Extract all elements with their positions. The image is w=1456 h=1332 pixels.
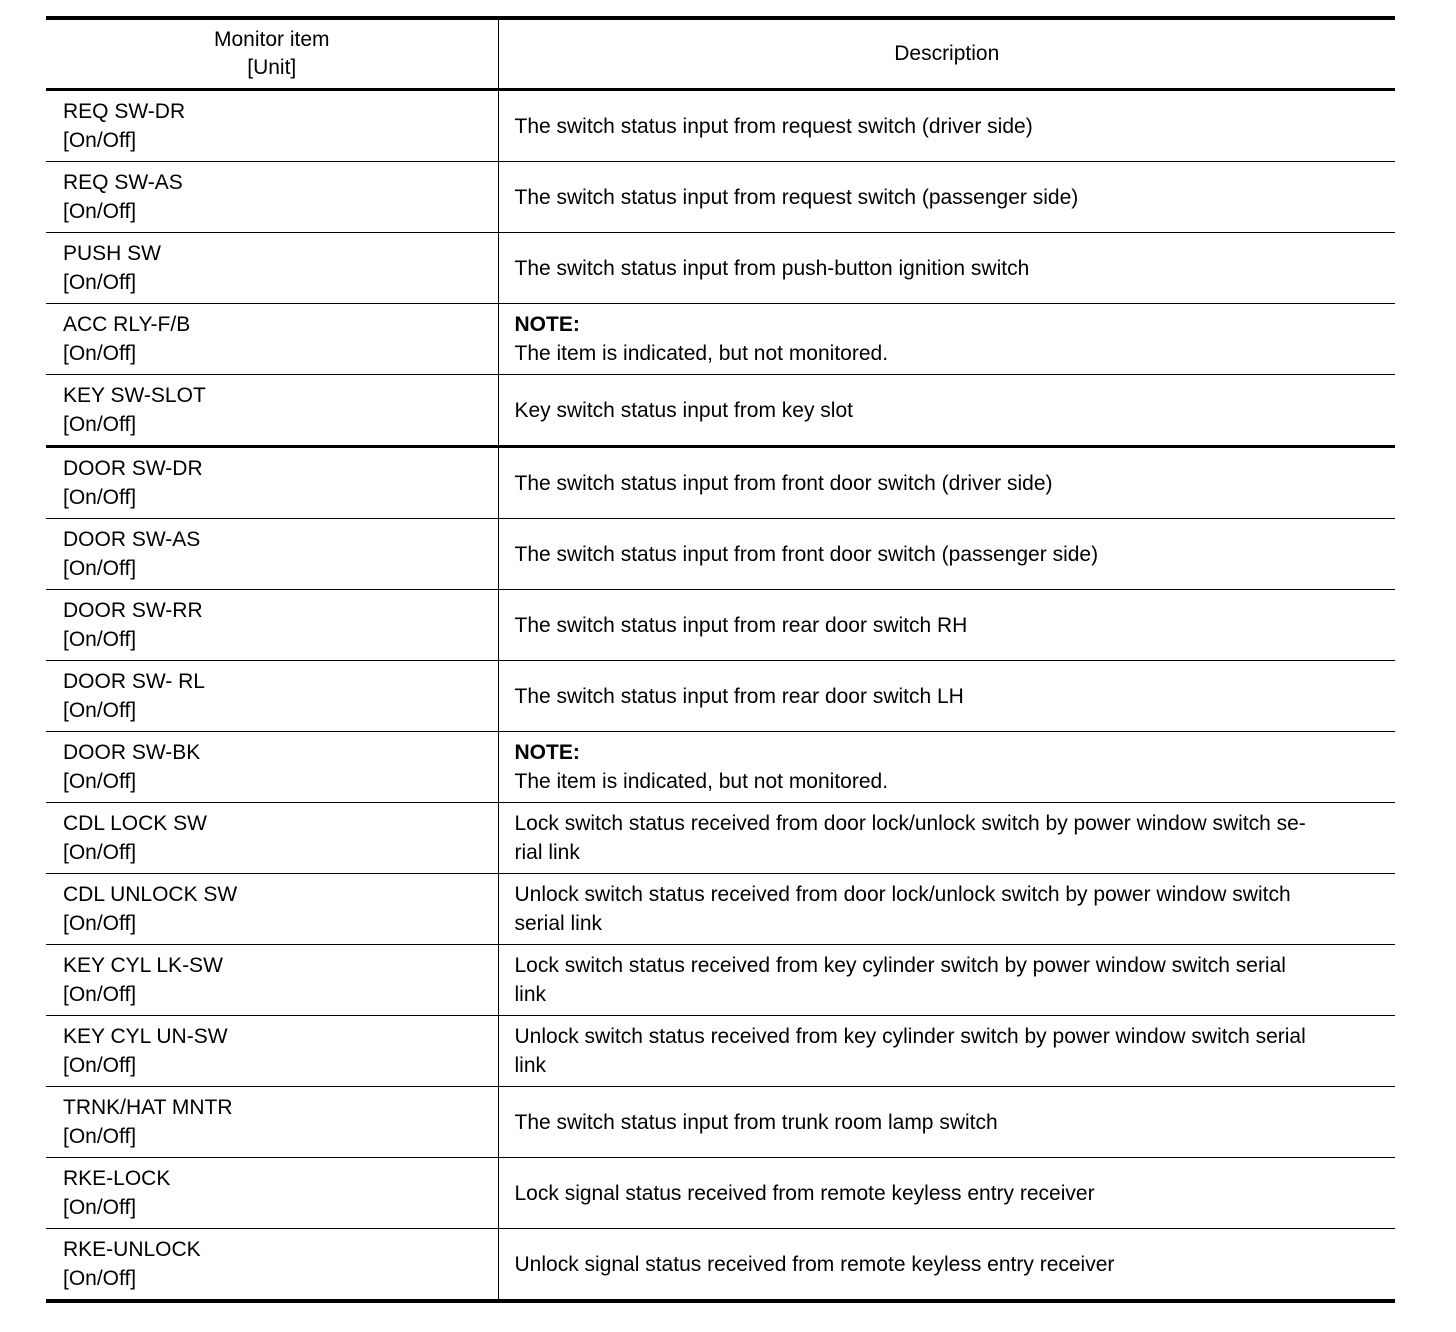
table-body	[46, 90, 1395, 1302]
monitor-item-name: DOOR SW-DR	[63, 457, 203, 480]
table-header-row	[46, 18, 1395, 90]
table-row	[46, 1087, 1395, 1158]
monitor-item-name: ACC RLY-F/B	[63, 313, 191, 336]
description-line: Unlock switch status received from door lock/unlock switch by power window switch	[514, 883, 1291, 906]
monitor-item-name: DOOR SW-BK	[63, 741, 201, 764]
monitor-item-unit: [On/Off]	[63, 200, 137, 223]
table-row	[46, 1016, 1395, 1087]
monitor-item-cell	[46, 732, 498, 803]
unit-header-label: [Unit]	[247, 56, 297, 79]
description-line: Lock switch status received from key cylinder switch by power window switch serial	[514, 954, 1286, 977]
monitor-item-unit: [On/Off]	[63, 129, 137, 152]
table-row	[46, 874, 1395, 945]
monitor-item-name: REQ SW-AS	[63, 171, 183, 194]
description-cell	[498, 304, 1395, 375]
description-line: rial link	[514, 841, 580, 864]
table-row	[46, 375, 1395, 447]
description-line: serial link	[514, 912, 603, 935]
table-row	[46, 519, 1395, 590]
monitor-item-unit: [On/Off]	[63, 1196, 137, 1219]
monitor-item-unit: [On/Off]	[63, 770, 137, 793]
table-row	[46, 304, 1395, 375]
description-cell	[498, 1016, 1395, 1087]
description-cell	[498, 1229, 1395, 1302]
description-cell	[498, 874, 1395, 945]
note-text: The item is indicated, but not monitored.	[514, 342, 889, 365]
table-row	[46, 233, 1395, 304]
monitor-item-cell	[46, 1016, 498, 1087]
table-row	[46, 590, 1395, 661]
monitor-item-cell	[46, 162, 498, 233]
description-cell	[498, 162, 1395, 233]
description-text: Lock signal status received from remote keyless entry receiver	[514, 1181, 1095, 1205]
monitor-item-name: RKE-LOCK	[63, 1167, 171, 1190]
monitor-item-name: CDL UNLOCK SW	[63, 883, 238, 906]
note-text: The item is indicated, but not monitored.	[514, 770, 889, 793]
description-line: Lock switch status received from door lock/unlock switch by power window switch se-	[514, 812, 1306, 835]
description-line: link	[514, 983, 547, 1006]
description-cell	[498, 90, 1395, 162]
description-cell	[498, 945, 1395, 1016]
note-label: NOTE:	[514, 741, 580, 764]
table-row	[46, 447, 1395, 519]
monitor-item-unit: [On/Off]	[63, 486, 137, 509]
monitor-item-unit: [On/Off]	[63, 628, 137, 651]
description-line: link	[514, 1054, 547, 1077]
monitor-item-unit: [On/Off]	[63, 841, 137, 864]
monitor-item-unit: [On/Off]	[63, 342, 137, 365]
table-row	[46, 661, 1395, 732]
table-row	[46, 162, 1395, 233]
description-cell	[498, 803, 1395, 874]
monitor-item-name: CDL LOCK SW	[63, 812, 207, 835]
description-cell	[498, 447, 1395, 519]
description-line: Unlock switch status received from key cylinder switch by power window switch serial	[514, 1025, 1306, 1048]
monitor-item-cell	[46, 375, 498, 447]
monitor-item-cell	[46, 590, 498, 661]
description-cell	[498, 233, 1395, 304]
monitor-item-cell	[46, 1158, 498, 1229]
table-row	[46, 803, 1395, 874]
monitor-item-cell	[46, 447, 498, 519]
monitor-item-unit: [On/Off]	[63, 699, 137, 722]
table-row	[46, 1229, 1395, 1302]
monitor-item-unit: [On/Off]	[63, 1267, 137, 1290]
description-text: The switch status input from trunk room lamp switch	[514, 1110, 998, 1134]
table-row	[46, 732, 1395, 803]
description-text: The switch status input from request switch (passenger side)	[514, 185, 1079, 209]
monitor-item-cell	[46, 661, 498, 732]
description-cell	[498, 1158, 1395, 1229]
monitor-item-name: DOOR SW- RL	[63, 670, 205, 693]
monitor-item-table	[46, 16, 1395, 1303]
description-cell	[498, 375, 1395, 447]
monitor-item-cell	[46, 874, 498, 945]
monitor-item-name: PUSH SW	[63, 242, 162, 265]
description-cell	[498, 590, 1395, 661]
monitor-item-header-label: Monitor item	[213, 28, 330, 51]
monitor-item-unit: [On/Off]	[63, 557, 137, 580]
monitor-item-name: DOOR SW-AS	[63, 528, 201, 551]
monitor-item-unit: [On/Off]	[63, 983, 137, 1006]
monitor-item-name: REQ SW-DR	[63, 100, 186, 123]
description-cell	[498, 519, 1395, 590]
description-text: The switch status input from front door switch (driver side)	[514, 471, 1053, 495]
monitor-item-name: KEY SW-SLOT	[63, 384, 206, 407]
table-row	[46, 945, 1395, 1016]
description-text: The switch status input from rear door switch RH	[514, 613, 968, 637]
monitor-item-name: TRNK/HAT MNTR	[63, 1096, 233, 1119]
monitor-item-cell	[46, 90, 498, 162]
monitor-item-cell	[46, 519, 498, 590]
monitor-item-cell	[46, 945, 498, 1016]
description-header: Description	[498, 18, 1395, 90]
monitor-item-name: KEY CYL UN-SW	[63, 1025, 228, 1048]
description-text: Unlock signal status received from remote keyless entry receiver	[514, 1252, 1115, 1276]
monitor-item-cell	[46, 803, 498, 874]
monitor-item-name: KEY CYL LK-SW	[63, 954, 223, 977]
table-row	[46, 90, 1395, 162]
monitor-item-unit: [On/Off]	[63, 1125, 137, 1148]
monitor-item-unit: [On/Off]	[63, 912, 137, 935]
description-text: The switch status input from rear door switch LH	[514, 684, 964, 708]
monitor-item-unit: [On/Off]	[63, 413, 137, 436]
monitor-item-unit: [On/Off]	[63, 1054, 137, 1077]
description-text: Key switch status input from key slot	[514, 398, 853, 422]
monitor-item-name: DOOR SW-RR	[63, 599, 203, 622]
description-cell	[498, 661, 1395, 732]
monitor-item-unit: [On/Off]	[63, 271, 137, 294]
monitor-item-cell	[46, 1087, 498, 1158]
note-label: NOTE:	[514, 313, 580, 336]
monitor-item-cell	[46, 304, 498, 375]
monitor-item-cell	[46, 233, 498, 304]
table-row	[46, 1158, 1395, 1229]
monitor-item-header	[46, 18, 498, 90]
monitor-item-cell	[46, 1229, 498, 1302]
description-text: The switch status input from front door switch (passenger side)	[514, 542, 1099, 566]
monitor-item-name: RKE-UNLOCK	[63, 1238, 201, 1261]
description-text: The switch status input from push-button ignition switch	[514, 256, 1030, 280]
description-cell	[498, 732, 1395, 803]
description-text: The switch status input from request switch (driver side)	[514, 114, 1033, 138]
description-cell	[498, 1087, 1395, 1158]
